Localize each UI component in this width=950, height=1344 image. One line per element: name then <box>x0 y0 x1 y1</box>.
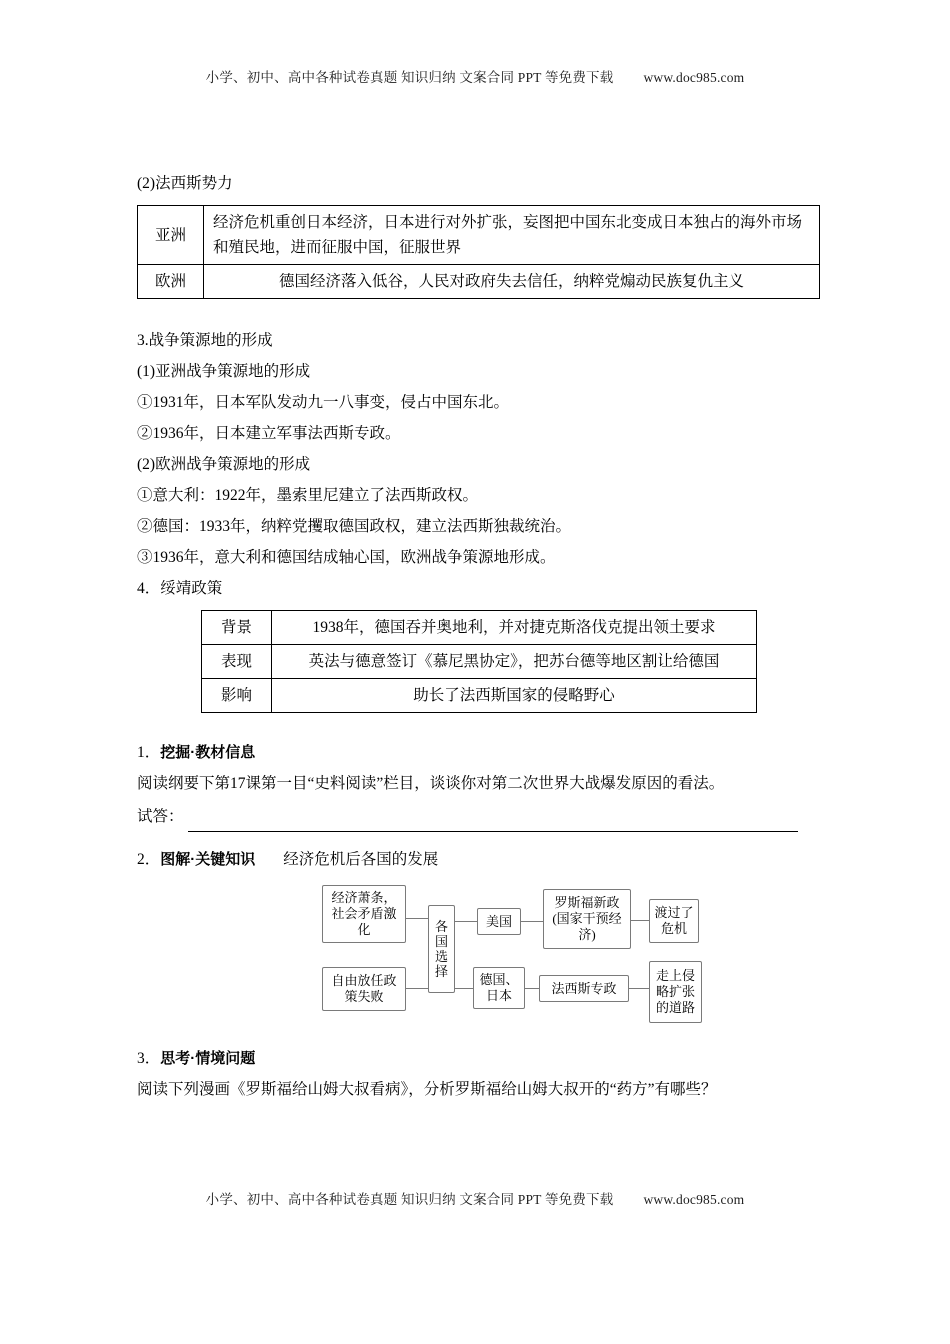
task2-number: 2． <box>137 851 161 868</box>
task2-subtitle: 经济危机后各国的发展 <box>283 851 439 868</box>
task3-body: 阅读下列漫画《罗斯福给山姆大叔看病》，分析罗斯福给山姆大叔开的“药方”有哪些？ <box>137 1081 717 1098</box>
task3-heading <box>137 1043 820 1074</box>
appeasement-table <box>201 610 757 713</box>
economic-crisis-diagram <box>322 885 702 1027</box>
page-header <box>0 66 950 86</box>
section3-line: ①1931年，日本军队发动九一八事变，侵占中国东北。 <box>137 394 510 411</box>
footer-text: 小学、初中、高中各种试卷真题 知识归纳 文案合同 PPT 等免费下载 <box>205 1192 614 1207</box>
section3-line: ②德国：1933年，纳粹党攫取德国政权，建立法西斯独裁统治。 <box>137 518 572 535</box>
task1-body: 阅读纲要下第17课第一目“史料阅读”栏目，谈谈你对第二次世界大战爆发原因的看法。 <box>137 775 725 792</box>
diagram-box-overcame-crisis: 渡过了危机 <box>649 899 699 943</box>
task2-title: 图解·关键知识 <box>160 851 256 868</box>
row-label-background: 背景 <box>202 611 272 645</box>
diagram-connector <box>406 988 428 989</box>
diagram-connector <box>521 921 543 922</box>
document-content <box>137 168 820 1105</box>
row-content-background: 1938年，德国吞并奥地利，并对捷克斯洛伐克提出领土要求 <box>272 611 757 645</box>
section3-line: ②1936年，日本建立军事法西斯专政。 <box>137 425 401 442</box>
diagram-box-laissez-faire: 自由放任政策失败 <box>322 967 406 1011</box>
section3-line: ③1936年，意大利和德国结成轴心国，欧洲战争策源地形成。 <box>137 549 556 566</box>
table-row <box>202 611 757 645</box>
diagram-connector <box>525 988 539 989</box>
footer-url-link[interactable]: www.doc985.com <box>643 1192 745 1207</box>
row-label-europe: 欧洲 <box>138 265 204 299</box>
diagram-box-depression: 经济萧条，社会矛盾激化 <box>322 885 406 943</box>
row-content-impact: 助长了法西斯国家的侵略野心 <box>272 679 757 713</box>
diagram-connector <box>631 920 649 921</box>
task1-heading <box>137 737 820 768</box>
row-content-asia: 经济危机重创日本经济，日本进行对外扩张，妄图把中国东北变成日本独占的海外市场和殖民地，进而征服中国，征服世界 <box>204 206 820 265</box>
section3-line: (2)欧洲战争策源地的形成 <box>137 456 311 473</box>
table-row <box>138 206 820 265</box>
row-label-asia: 亚洲 <box>138 206 204 265</box>
answer-line <box>137 801 820 832</box>
diagram-box-new-deal: 罗斯福新政(国家干预经济) <box>543 889 631 949</box>
header-text: 小学、初中、高中各种试卷真题 知识归纳 文案合同 PPT 等免费下载 <box>205 70 614 85</box>
answer-blank <box>188 808 798 832</box>
page-footer <box>0 1188 950 1208</box>
diagram-connector <box>629 988 649 989</box>
diagram-connector <box>406 918 428 919</box>
task1-title: 挖掘·教材信息 <box>160 744 256 761</box>
diagram-connector <box>455 921 477 922</box>
diagram-box-fascism: 法西斯专政 <box>539 975 629 1002</box>
header-url-link[interactable]: www.doc985.com <box>643 70 745 85</box>
diagram-box-choice: 各国选择 <box>428 905 455 993</box>
task1-number: 1． <box>137 744 161 761</box>
task2-heading <box>137 844 820 875</box>
diagram-box-aggression-path: 走上侵略扩张的道路 <box>649 961 702 1023</box>
diagram-box-germany-japan: 德国、日本 <box>473 967 525 1009</box>
task3-title: 思考·情境问题 <box>160 1050 256 1067</box>
section3-line: (1)亚洲战争策源地的形成 <box>137 363 311 380</box>
row-label-manifestation: 表现 <box>202 645 272 679</box>
task3-number: 3． <box>137 1050 161 1067</box>
section3-line: ①意大利：1922年，墨索里尼建立了法西斯政权。 <box>137 487 479 504</box>
table-row <box>202 679 757 713</box>
fascist-forces-table <box>137 205 820 299</box>
section4-title: 4．绥靖政策 <box>137 580 223 597</box>
table-row <box>138 265 820 299</box>
table-row <box>202 645 757 679</box>
answer-label: 试答： <box>137 808 184 825</box>
row-content-europe: 德国经济落入低谷，人民对政府失去信任，纳粹党煽动民族复仇主义 <box>204 265 820 299</box>
fascist-forces-title: (2)法西斯势力 <box>137 175 233 192</box>
section3-title: 3.战争策源地的形成 <box>137 332 273 349</box>
diagram-connector <box>455 988 473 989</box>
row-content-manifestation: 英法与德意签订《慕尼黑协定》，把苏台德等地区割让给德国 <box>272 645 757 679</box>
diagram-box-usa: 美国 <box>477 908 521 935</box>
row-label-impact: 影响 <box>202 679 272 713</box>
